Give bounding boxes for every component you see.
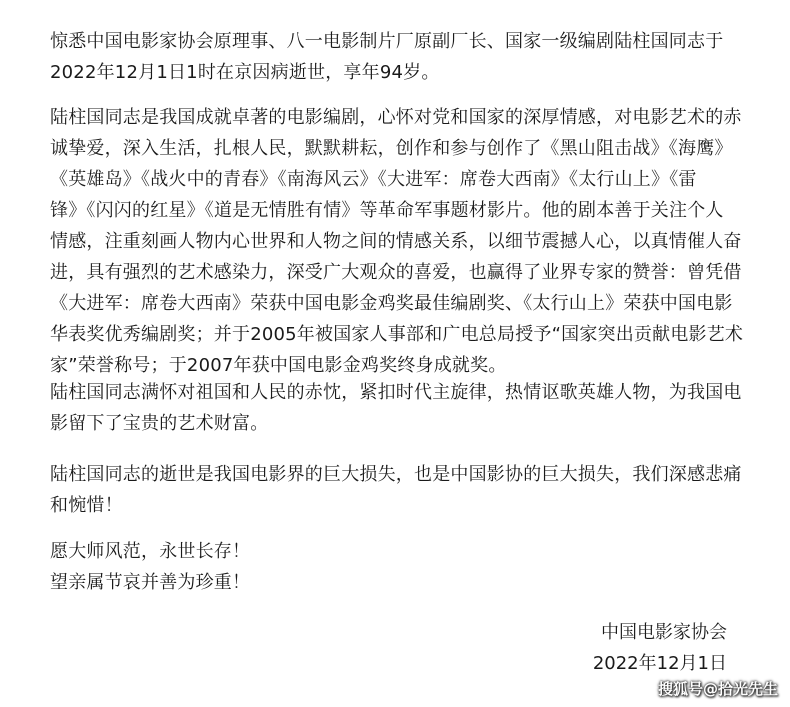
paragraph-closing: [50, 536, 750, 598]
paragraph-condolence: [50, 459, 750, 521]
text-line: 愿大师风范，永世长存！: [50, 541, 251, 562]
signature-org: 中国电影家协会: [601, 622, 727, 643]
text-line: 诚挚爱，深入生活，扎根人民，默默耕耘，创作和参与创作了《黑山阻击战》《海鹰》: [50, 138, 733, 159]
text-line: 《英雄岛》《战火中的青春》《南海风云》《大进军：席卷大西南》《太行山上》《雷: [50, 169, 697, 190]
text-line: 家”荣誉称号；于2007年获中国电影金鸡奖终身成就奖。: [50, 355, 507, 376]
text-line: 2022年12月1日1时在京因病逝世，享年94岁。: [50, 62, 440, 83]
text-line: 陆柱国同志的逝世是我国电影界的巨大损失，也是中国影协的巨大损失，我们深感悲痛: [50, 464, 742, 485]
text-line: 望亲属节哀并善为珍重！: [50, 572, 251, 593]
signature-block: [593, 617, 727, 679]
text-line: 情感，注重刻画人物内心世界和人物之间的情感关系，以细节震撼人心，以真情催人奋: [50, 231, 742, 252]
text-line: 和惋惜！: [50, 495, 123, 516]
text-line: 锋》《闪闪的红星》《道是无情胜有情》等革命军事题材影片。他的剧本善于关注个人: [50, 200, 724, 221]
signature-date: 2022年12月1日: [592, 653, 727, 674]
paragraph-announcement: [50, 26, 750, 88]
paragraph-achievements: [50, 102, 750, 381]
text-line: 《大进军：席卷大西南》荣获中国电影金鸡奖最佳编剧奖、《太行山上》荣获中国电影: [50, 293, 733, 314]
text-line: 惊悉中国电影家协会原理事、八一电影制片厂原副厂长、国家一级编剧陆柱国同志于: [50, 31, 724, 52]
text-line: 陆柱国同志是我国成就卓著的电影编剧，心怀对党和国家的深厚情感，对电影艺术的赤: [50, 107, 742, 128]
text-line: 陆柱国同志满怀对祖国和人民的赤忱，紧扣时代主旋律，热情讴歌英雄人物，为我国电: [50, 382, 742, 403]
text-line: 影留下了宝贵的艺术财富。: [50, 413, 269, 434]
paragraph-legacy: [50, 377, 750, 439]
text-line: 进，具有强烈的艺术感染力，深受广大观众的喜爱，也赢得了业界专家的赞誉：曾凭借: [50, 262, 742, 283]
text-line: 华表奖优秀编剧奖；并于2005年被国家人事部和广电总局授予“国家突出贡献电影艺术: [50, 324, 744, 345]
watermark: 搜狐号@拾光先生: [657, 680, 778, 698]
